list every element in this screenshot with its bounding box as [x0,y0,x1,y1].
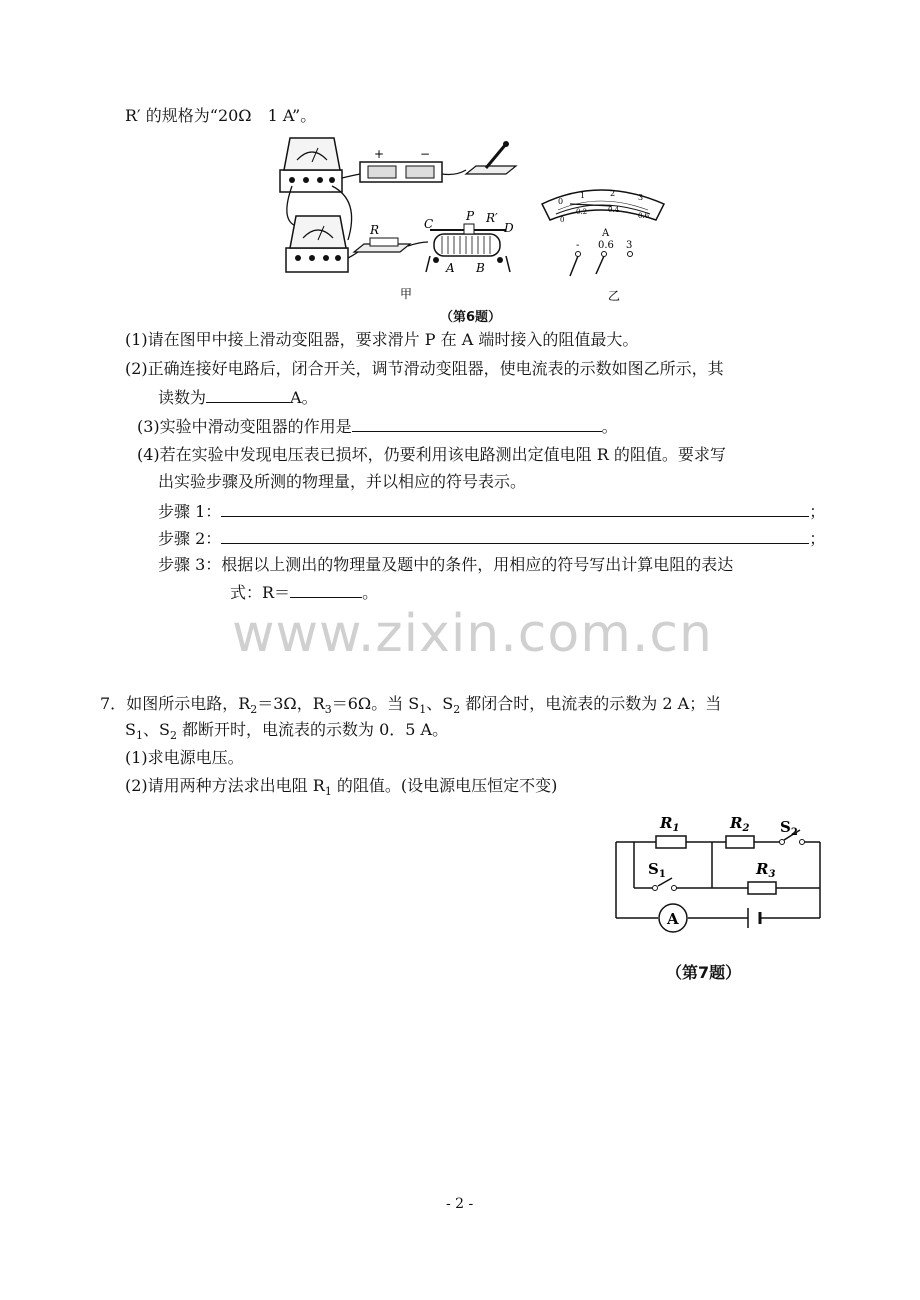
svg-text:B: B [476,261,485,275]
voltmeter-icon [280,138,342,192]
q7-sub: 1 [419,703,427,717]
q7-text-h: 都断开时，电流表的示数为 0．5 A。 [176,720,449,739]
ammeter-label: A [667,910,679,928]
formula-label: 式：R＝ [230,583,291,602]
svg-text:+: + [374,147,385,161]
s1-contact [672,886,677,891]
ammeter-icon [286,216,348,272]
r1-resistor [656,836,686,848]
q6-item-2-unit: A。 [290,388,318,407]
svg-text:0: 0 [558,197,564,206]
r1-label: $R_1$ [660,814,680,834]
svg-text:0.4: 0.4 [608,206,620,214]
q7-text-f: S [125,720,136,739]
q7-text-d: 、S [426,694,454,713]
step-1-end: ； [809,502,826,521]
q6-item-3-end: 。 [601,417,618,436]
q6-item-3-text: (3)实验中滑动变阻器的作用是 [137,417,352,436]
rheostat-icon [424,209,514,275]
svg-text:3: 3 [638,193,644,202]
r3-label: $R_3$ [756,860,776,880]
q6-item-4: (4)若在实验中发现电压表已损坏，仍要利用该电路测出定值电阻 R 的阻值。要求写 [137,445,726,464]
q7-text-c: ＝6Ω。当 S [331,694,420,713]
q7-sub: 1 [135,729,143,743]
svg-text:A: A [446,261,455,275]
svg-text:R′: R′ [486,211,498,225]
answer-blank-reading[interactable] [206,386,290,403]
q6-item-4-cont: 出实验步骤及所测的物理量，并以相应的符号表示。 [158,472,527,491]
s1-label: $S_1$ [648,860,666,880]
s1-contact [653,886,658,891]
svg-text:0.6: 0.6 [638,212,650,220]
q6-item-2: (2)正确连接好电路后，闭合开关，调节滑动变阻器，使电流表的示数如图乙所示，其 [125,359,724,378]
q6-step-1 [158,500,825,524]
svg-text:2: 2 [610,189,616,198]
q7-text-b: ＝3Ω，R [257,694,325,713]
r2-resistor [726,836,754,848]
q7-item-2-end: 的阻值。(设电源电压恒定不变) [331,776,558,795]
svg-text:R: R [370,223,380,237]
r2-label: $R_2$ [730,814,750,834]
step-2-label: 步骤 2： [158,529,222,548]
q6-figure-caption: （第6题） [440,310,502,325]
answer-blank-formula[interactable] [290,581,362,598]
q6-item-3 [137,415,618,439]
s2-contact [780,840,785,845]
svg-text:0: 0 [560,216,565,224]
battery-icon [360,147,442,182]
q6-step-2 [158,527,825,551]
q6-item-2-text: 读数为 [158,388,207,407]
svg-text:3: 3 [626,240,633,251]
answer-blank-step-1[interactable] [221,500,809,517]
q6-figure [270,130,690,320]
step-1-label: 步骤 1： [158,502,222,521]
svg-text:A: A [602,228,610,239]
q7-item-2 [125,774,557,804]
svg-text:0.6: 0.6 [598,240,614,251]
q7-text-a: 如图所示电路，R [126,694,251,713]
resistor-r-icon [354,223,410,252]
q7-sub: 1 [324,785,332,799]
q6-item-2-cont [158,386,318,410]
q7-sub: 2 [453,703,461,717]
fig-label-right: 乙 [608,289,621,303]
ammeter-dial-icon [542,189,664,276]
q7-text-g: 、S [142,720,170,739]
r3-resistor [748,882,776,894]
svg-text:0.2: 0.2 [576,208,588,216]
answer-blank-role[interactable] [352,415,602,432]
q7-line-2 [125,718,448,748]
svg-text:P: P [466,209,475,223]
q7-figure-caption: （第7题） [666,963,742,982]
q6-intro: R′ 的规格为“20Ω 1 A”。 [125,106,317,125]
watermark: www.zixin.com.cn [232,604,713,664]
switch-icon [466,141,516,174]
q7-circuit [608,808,832,944]
svg-text:-: - [576,240,580,251]
fig-label-left: 甲 [400,287,413,301]
q7-sub: 3 [324,703,332,717]
s2-label: $S_2$ [780,818,798,838]
svg-text:−: − [420,147,431,161]
step-2-end: ； [809,529,826,548]
q7-item-1: (1)求电源电压。 [125,748,244,767]
q7-number: 7． [100,694,127,713]
svg-text:1: 1 [580,191,586,200]
answer-blank-step-2[interactable] [221,527,809,544]
q6-item-1: (1)请在图甲中接上滑动变阻器，要求滑片 P 在 A 端时接入的阻值最大。 [125,330,639,349]
q7-item-2-text: (2)请用两种方法求出电阻 R [125,776,325,795]
q6-step-3: 步骤 3：根据以上测出的物理量及题中的条件，用相应的符号写出计算电阻的表达 [158,555,734,574]
q7-sub: 2 [169,729,177,743]
svg-text:D: D [504,221,514,235]
formula-end: 。 [362,583,379,602]
q7-sub: 2 [250,703,258,717]
s2-contact [800,840,805,845]
svg-text:C: C [424,217,434,231]
q6-step-3-cont [230,581,378,605]
q7-text-e: 都闭合时，电流表的示数为 2 A；当 [460,694,722,713]
page-number: - 2 - [446,1196,474,1212]
